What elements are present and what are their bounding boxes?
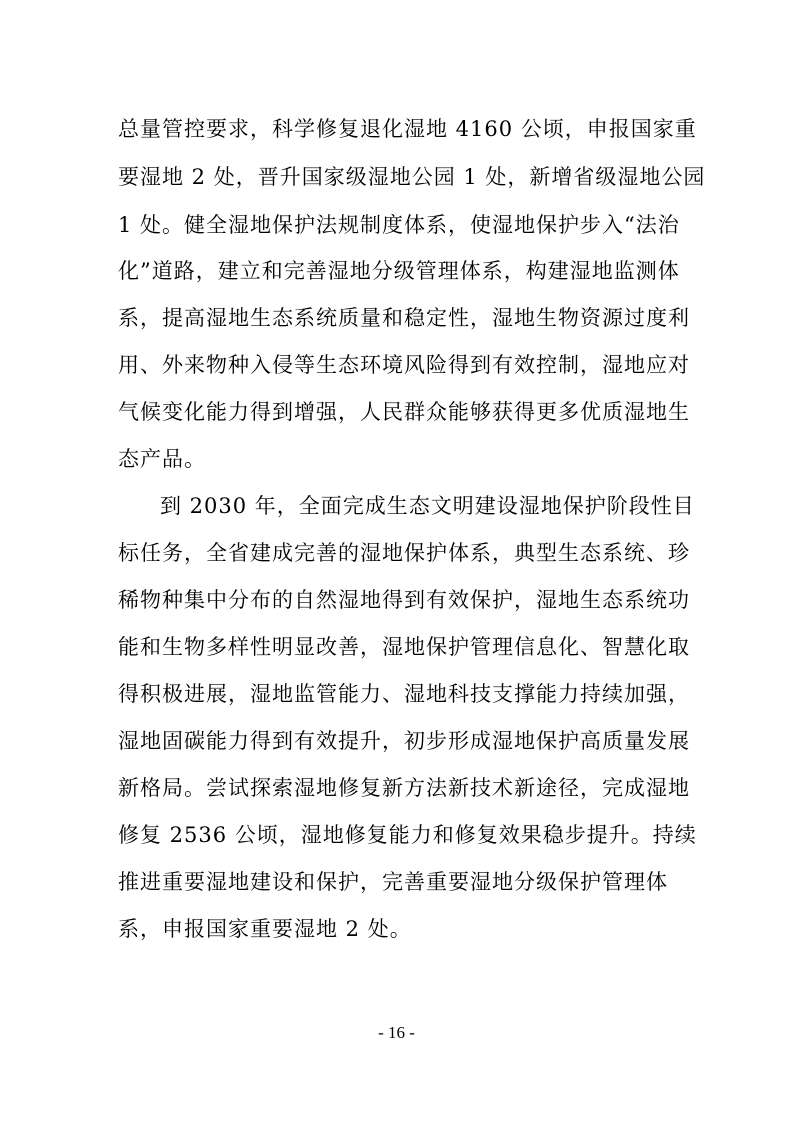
body-text-line: 1 处。健全湿地保护法规制度体系，使湿地保护步入“法治 xyxy=(118,213,680,237)
body-text-line: 气候变化能力得到增强，人民群众能够获得更多优质湿地生 xyxy=(118,400,690,424)
body-text-line: 用、外来物种入侵等生态环境风险得到有效控制，湿地应对 xyxy=(118,353,690,377)
body-text-line: 化”道路，建立和完善湿地分级管理体系，构建湿地监测体 xyxy=(118,259,680,283)
body-text-line: 湿地固碳能力得到有效提升，初步形成湿地保护高质量发展 xyxy=(118,729,690,753)
body-text-line: 修复 2536 公顷，湿地修复能力和修复效果稳步提升。持续 xyxy=(118,823,697,847)
body-text-line: 新格局。尝试探索湿地修复新方法新技术新途径，完成湿地 xyxy=(118,776,690,800)
body-text-line: 要湿地 2 处，晋升国家级湿地公园 1 处，新增省级湿地公园 xyxy=(118,165,706,189)
body-text-line: 标任务，全省建成完善的湿地保护体系，典型生态系统、珍 xyxy=(118,541,690,565)
paragraph-first-line: 到 2030 年，全面完成生态文明建设湿地保护阶段性目 xyxy=(160,494,695,518)
body-text-line: 系，申报国家重要湿地 2 处。 xyxy=(118,917,412,941)
body-text-line: 态产品。 xyxy=(118,447,206,471)
body-text-line: 系，提高湿地生态系统质量和稳定性，湿地生物资源过度利 xyxy=(118,306,690,330)
body-text-line: 得积极进展，湿地监管能力、湿地科技支撑能力持续加强， xyxy=(118,682,690,706)
body-text-line: 稀物种集中分布的自然湿地得到有效保护，湿地生态系统功 xyxy=(118,588,690,612)
body-text-line: 推进重要湿地建设和保护，完善重要湿地分级保护管理体 xyxy=(118,870,668,894)
body-text-line: 能和生物多样性明显改善，湿地保护管理信息化、智慧化取 xyxy=(118,635,690,659)
page-number: - 16 - xyxy=(378,1023,415,1042)
body-text-line: 总量管控要求，科学修复退化湿地 4160 公顷，申报国家重 xyxy=(118,117,697,141)
